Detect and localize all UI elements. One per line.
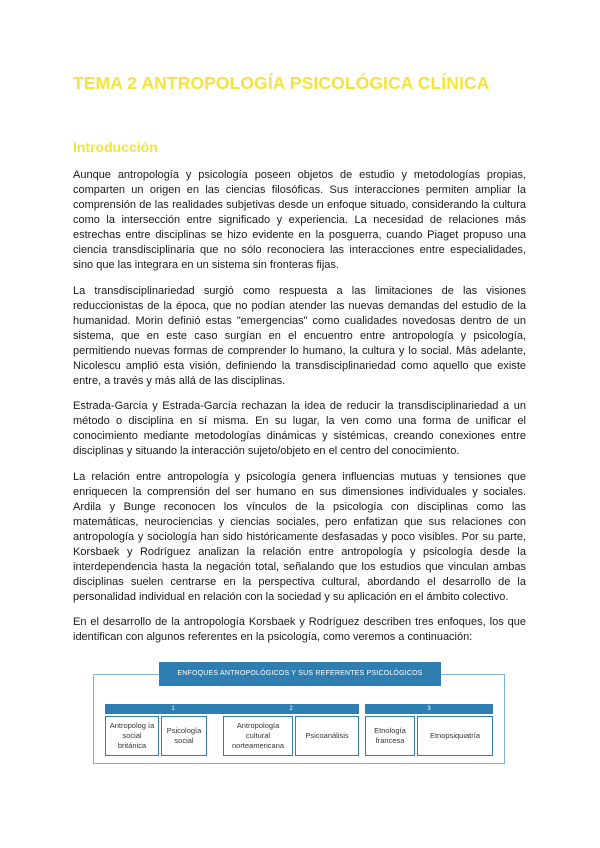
approaches-diagram	[93, 662, 505, 764]
psychology-cell: Psicoanálisis	[295, 716, 359, 756]
paragraph: La relación entre antropología y psicología genera influencias mutuas y tensiones que enriquecen la comprensión del ser humano en sus dimensiones individuales y sociales. Ardila y Bunge reconocen los vínculos de la psicología con disciplinas como las matemáticas, neurociencias y ciencias sociales, pero enfatizan que sus relaciones con antropología y sociología han sido históricamente desfasadas y poco visibles. Por su parte, Korsbaek y Rodríguez analizan la relación entre antropología y psicología desde la interdependencia hasta la negación total, señalando que los estudios que vinculan ambas disciplinas suelen centrarse en la perspectiva cultural, abordando el desarrollo de la personalidad individual en relación con la sociedad y su aplicación en el ámbito colectivo.	[73, 471, 526, 603]
anthropology-cell: Etnología francesa	[365, 716, 415, 756]
group-number: 1	[105, 704, 241, 714]
paragraph: La transdisciplinariedad surgió como respuesta a las limitaciones de las visiones reduccionistas de la época, que no podían atender las nuevas demandas del estudio de la humanidad. Morin definió estas "emergencias" como cualidades novedosas dentro de un sistema, que en este caso surgían en el encuentro entre antropología y psicología, permitiendo nuevas formas de comprender lo humano, la cultura y lo social. Más adelante, Nicolescu amplió esta visión, definiendo la transdisciplinariedad como aquello que existe entre, a través y más allá de las disciplinas.	[73, 285, 526, 387]
psychology-cell: Etnopsiquiatría	[417, 716, 493, 756]
paragraph: En el desarrollo de la antropología Korsbaek y Rodríguez describen tres enfoques, los que identifican con algunos referentes en la psicología, como veremos a continuación:	[73, 616, 526, 643]
group-number: 3	[365, 704, 493, 714]
psychology-cell: Psicología social	[161, 716, 207, 756]
group-number: 2	[223, 704, 359, 714]
document-title: TEMA 2 ANTROPOLOGÍA PSICOLÓGICA CLÍNICA	[73, 73, 490, 93]
section-heading: Introducción	[73, 139, 158, 155]
paragraph: Aunque antropología y psicología poseen objetos de estudio y metodologías propias, comparten un origen en las ciencias filosóficas. Sus interacciones permiten ampliar la comprensión de las realidades subjetivas desde un enfoque situado, considerando la cultura como la intersección entre significado y experiencia. La necesidad de relaciones más estrechas entre disciplinas se hizo evidente en la posguerra, cuando Piaget propuso una ciencia transdisciplinaria que no sólo reconociera las interacciones entre especialidades, sino que las integrara en un sistema sin fronteras fijas.	[73, 169, 526, 271]
diagram-header: ENFOQUES ANTROPOLÓGICOS Y SUS REFERENTES PSICOLÓGICOS	[159, 662, 441, 686]
anthropology-cell: Antropología cultural norteamericana	[223, 716, 293, 756]
paragraph: Estrada-García y Estrada-García rechazan la idea de reducir la transdisciplinariedad a un método o disciplina en sí misma. En su lugar, la ven como una forma de unificar el conocimiento mediante metodologías dinámicas y sistémicas, creando conexiones entre disciplinas y situando la interacción sujeto/objeto en el centro del conocimiento.	[73, 400, 526, 457]
anthropology-cell: Antropolog ía social británica	[105, 716, 159, 756]
